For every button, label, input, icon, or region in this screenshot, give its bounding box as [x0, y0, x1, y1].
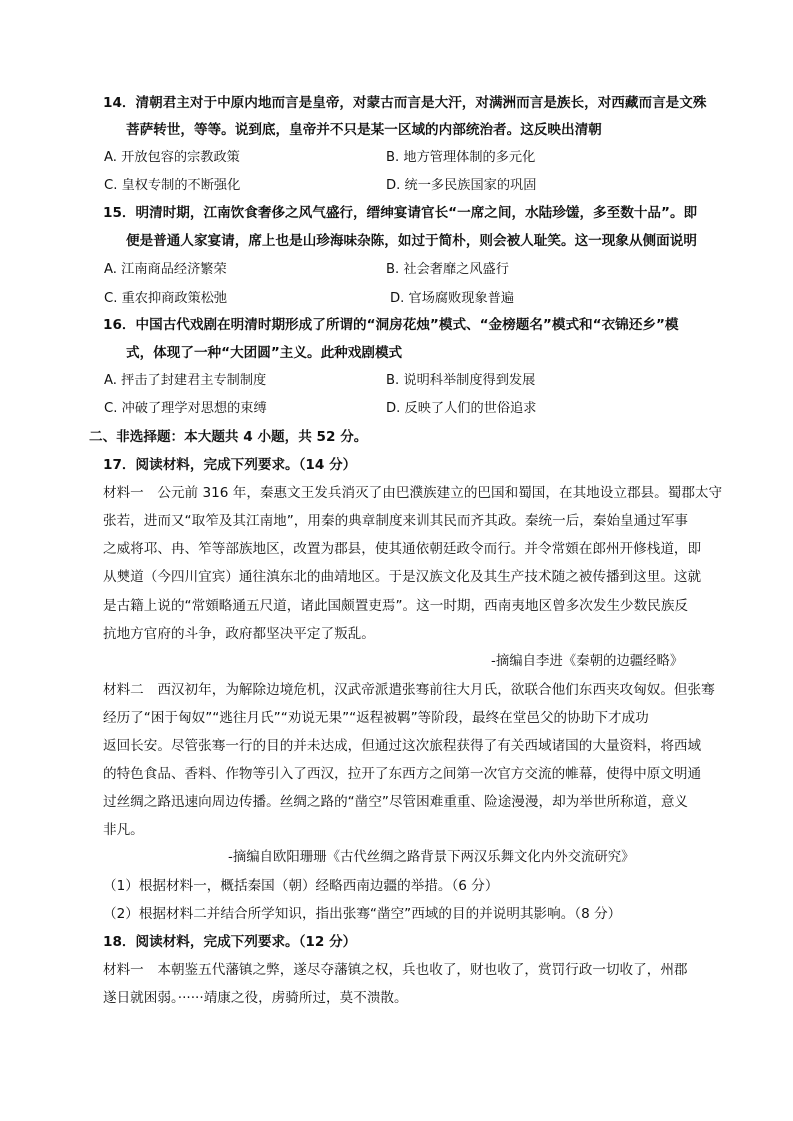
q17-material-1-line: 张若，进而又“取笮及其江南地”，用秦的典章制度来训其民而齐其政。秦统一后，秦始皇通过军事 [103, 513, 689, 529]
q15-option-d: D. 官场腐败现象普遍 [390, 291, 515, 306]
q16-stem-line-1: 16．中国古代戏剧在明清时期形成了所谓的“洞房花烛”模式、“金榜题名”模式和“衣锦还乡”模 [103, 317, 679, 333]
q17-material-1-line: 抗地方官府的斗争，政府都坚决平定了叛乱。 [103, 626, 375, 642]
q15-stem-line-1: 15．明清时期，江南饮食奢侈之风气盛行，缙绅宴请官长“一席之间，水陆珍馐，多至数十品”。即 [103, 205, 698, 221]
section-2-heading: 二、非选择题：本大题共 4 小题，共 52 分。 [89, 429, 368, 445]
q17-material-2-line: 经历了“困于匈奴”“逃往月氏”“劝说无果”“返程被羁”等阶段，最终在堂邑父的协助下才成功 [103, 710, 649, 726]
q15-stem-line-2: 便是普通人家宴请，席上也是山珍海味杂陈，如过于简朴，则会被人耻笑。这一现象从侧面说明 [126, 233, 697, 249]
q14-option-c: C. 皇权专制的不断强化 [104, 178, 241, 193]
q14-option-d: D. 统一多民族国家的巩固 [386, 178, 537, 193]
q17-question-2: （2）根据材料二并结合所学知识，指出张骞“凿空”西域的目的并说明其影响。（8 分） [103, 906, 622, 922]
q18-title: 18．阅读材料，完成下列要求。（12 分） [103, 934, 357, 950]
q15-option-a: A. 江南商品经济繁荣 [104, 262, 227, 277]
q18-material-1-line: 遂日就困弱。······靖康之役，虏骑所过，莫不溃散。 [103, 990, 408, 1006]
q17-material-2-line: 返回长安。尽管张骞一行的目的并未达成，但通过这次旅程获得了有关西域诸国的大量资料，将西域 [103, 738, 702, 754]
q17-material-1-line: 是古籍上说的“常頞略通五尺道，诸此国颇置吏焉”。这一时期，西南夷地区曾多次发生少数民族反 [103, 598, 689, 614]
q16-option-b: B. 说明科举制度得到发展 [386, 373, 536, 388]
q17-material-1-line: 材料一 公元前 316 年，秦惠文王发兵消灭了由巴濮族建立的巴国和蜀国，在其地设立郡县。蜀郡太守 [103, 485, 723, 501]
q16-stem-line-2: 式，体现了一种“大团圆”主义。此种戏剧模式 [126, 345, 403, 361]
q17-source-2: -摘编自欧阳珊珊《古代丝绸之路背景下两汉乐舞文化内外交流研究》 [228, 850, 635, 865]
q16-option-c: C. 冲破了理学对思想的束缚 [104, 401, 267, 416]
q14-stem-line-2: 菩萨转世，等等。说到底，皇帝并不只是某一区域的内部统治者。这反映出清朝 [126, 122, 602, 138]
q17-material-2-line: 的特色食品、香料、作物等引入了西汉，拉开了东西方之间第一次官方交流的帷幕，使得中原文明通 [103, 766, 702, 782]
q14-stem-line-1: 14．清朝君主对于中原内地而言是皇帝，对蒙古而言是大汗，对满洲而言是族长，对西藏而言是文殊 [103, 95, 707, 111]
q17-title: 17．阅读材料，完成下列要求。（14 分） [103, 457, 357, 473]
q16-option-a: A. 抨击了封建君主专制制度 [104, 373, 267, 388]
q17-material-2-line: 材料二 西汉初年，为解除边境危机，汉武帝派遣张骞前往大月氏，欲联合他们东西夹攻匈奴。但张骞 [103, 682, 715, 698]
q15-option-b: B. 社会奢靡之风盛行 [386, 262, 509, 277]
q16-option-d: D. 反映了人们的世俗追求 [386, 401, 537, 416]
q17-question-1: （1）根据材料一，概括秦国（朝）经略西南边疆的举措。（6 分） [103, 878, 499, 894]
q14-option-b: B. 地方管理体制的多元化 [386, 150, 536, 165]
q17-material-2-line: 非凡。 [103, 822, 144, 838]
q17-material-2-line: 过丝绸之路迅速向周边传播。丝绸之路的“凿空”尽管困难重重、险途漫漫，却为举世所称道，意义 [103, 794, 689, 810]
q17-material-1-line: 之威将邛、冉、笮等部族地区，改置为郡县，使其通依朝廷政令而行。并令常頞在郎州开修栈道，即 [103, 541, 702, 557]
q17-source-1: -摘编自李进《秦朝的边疆经略》 [491, 654, 684, 669]
q17-material-1-line: 从僰道（今四川宜宾）通往滇东北的曲靖地区。于是汉族文化及其生产技术随之被传播到这里。这就 [103, 569, 702, 585]
q14-option-a: A. 开放包容的宗教政策 [104, 150, 240, 165]
q15-option-c: C. 重农抑商政策松弛 [104, 291, 228, 306]
q18-material-1-line: 材料一 本朝鉴五代藩镇之弊，遂尽夺藩镇之权，兵也收了，财也收了，赏罚行政一切收了，州郡 [103, 962, 688, 978]
